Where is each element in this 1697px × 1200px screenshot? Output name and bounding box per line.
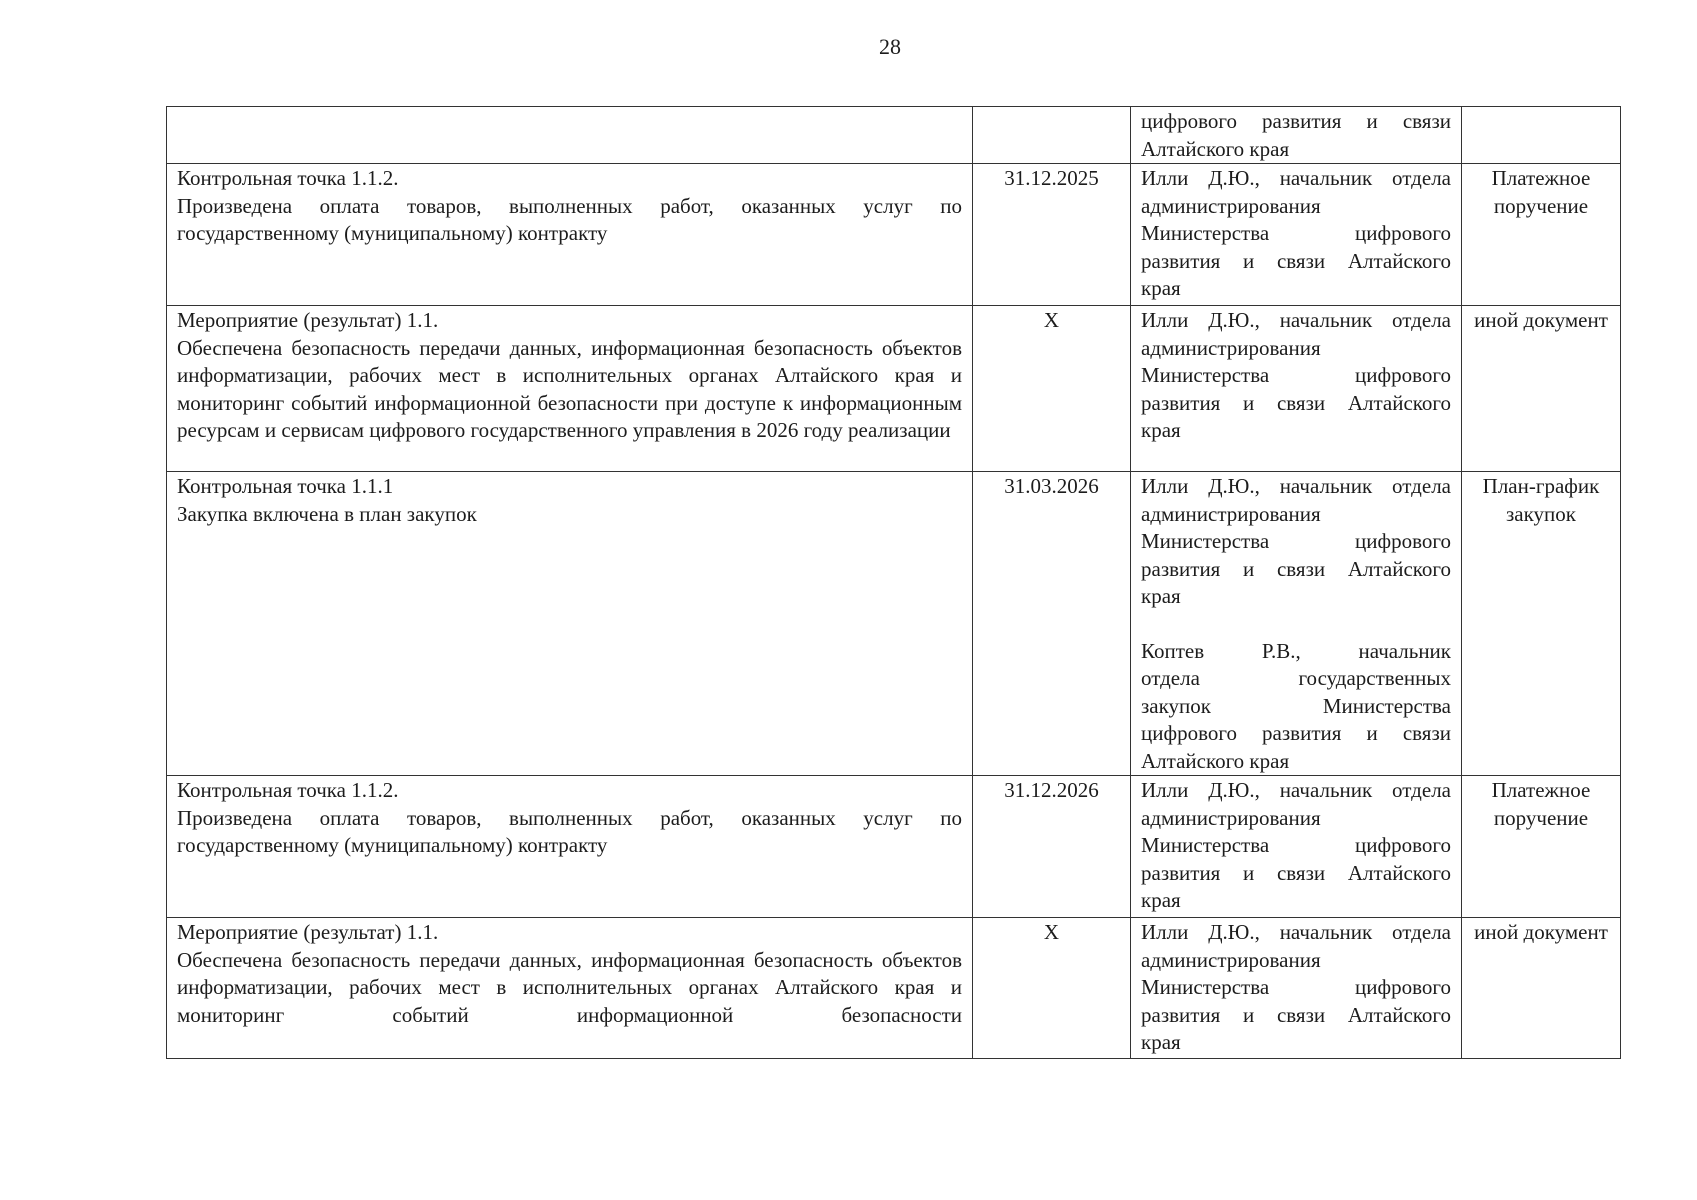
document-cell: План-график закупок (1462, 472, 1621, 776)
event-name: Мероприятие (результат) 1.1. (177, 308, 439, 332)
responsible-line: развития и связи Алтайского (1141, 860, 1451, 885)
responsible-line: края (1141, 584, 1181, 608)
responsible-line: администрирования (1141, 805, 1321, 830)
responsible-line: закупок Министерства (1141, 693, 1451, 718)
responsible-line: цифрового развития и связи (1141, 721, 1451, 745)
event-name: Мероприятие (результат) 1.1. (177, 920, 439, 944)
event-cell (167, 918, 973, 1059)
table-row (167, 918, 1621, 1059)
responsible-line: Алтайского края (1141, 136, 1290, 161)
document-cell: иной документ (1462, 918, 1621, 1059)
responsible-line: Илли Д.Ю., начальник отдела (1141, 308, 1451, 332)
responsible-line: администрирования (1141, 193, 1321, 218)
responsible-line: края (1141, 276, 1181, 300)
responsible-line: развития и связи Алтайского (1141, 248, 1451, 273)
responsible-line: развития и связи Алтайского (1141, 1002, 1451, 1027)
responsible-line: Министерства цифрового (1141, 221, 1451, 245)
document-cell: Платежное поручение (1462, 776, 1621, 918)
event-description: Обеспечена безопасность передачи данных, информационная безопасность объектов информатизации, рабочих мест в исполнительных органах Алтайского края и мониторинг событий информационной безопасности при доступе к информационным ресурсам и сервисам цифрового государственного управления в 2026 году реализации (177, 335, 962, 442)
event-name: Контрольная точка 1.1.2. (177, 166, 399, 190)
event-cell (167, 107, 973, 164)
date-cell: 31.12.2025 (973, 164, 1131, 306)
responsible-line: края (1141, 888, 1181, 912)
event-description: Произведена оплата товаров, выполненных работ, оказанных услуг по государственному (муниципальному) контракту (177, 805, 962, 857)
responsible-line: Министерства цифрового (1141, 529, 1451, 553)
responsible-cell (1131, 472, 1462, 776)
responsible-cell (1131, 306, 1462, 472)
event-description: Обеспечена безопасность передачи данных, информационная безопасность объектов информатизации, рабочих мест в исполнительных органах Алтайского края и мониторинг событий информационной безопасности (177, 947, 962, 1027)
date-cell: X (973, 306, 1131, 472)
responsible-line: Министерства цифрового (1141, 833, 1451, 857)
responsible-line: края (1141, 1030, 1181, 1054)
document-cell (1462, 107, 1621, 164)
table-row (167, 776, 1621, 918)
event-cell (167, 306, 973, 472)
event-description: Закупка включена в план закупок (177, 501, 477, 526)
event-cell (167, 472, 973, 776)
table-row (167, 164, 1621, 306)
responsible-cell (1131, 776, 1462, 918)
responsible-cell (1131, 164, 1462, 306)
responsible-line: администрирования (1141, 335, 1321, 360)
responsible-line: Коптев Р.В., начальник (1141, 638, 1451, 663)
event-name: Контрольная точка 1.1.1 (177, 474, 394, 498)
date-cell: 31.12.2026 (973, 776, 1131, 918)
responsible-line: администрирования (1141, 501, 1321, 526)
responsible-cell (1131, 918, 1462, 1059)
event-description: Произведена оплата товаров, выполненных работ, оказанных услуг по государственному (муниципальному) контракту (177, 193, 962, 245)
event-name: Контрольная точка 1.1.2. (177, 778, 399, 802)
responsible-line: Министерства цифрового (1141, 975, 1451, 999)
responsible-line: Илли Д.Ю., начальник отдела (1141, 778, 1451, 802)
responsible-line: развития и связи Алтайского (1141, 556, 1451, 581)
table-row (167, 107, 1621, 164)
responsible-cell (1131, 107, 1462, 164)
document-cell: Платежное поручение (1462, 164, 1621, 306)
responsible-line: Илли Д.Ю., начальник отдела (1141, 474, 1451, 498)
table-row (167, 306, 1621, 472)
event-cell (167, 776, 973, 918)
responsible-line: Илли Д.Ю., начальник отдела (1141, 166, 1451, 190)
plan-table (166, 106, 1621, 1059)
responsible-line: Алтайского края (1141, 748, 1290, 773)
event-cell (167, 164, 973, 306)
date-cell: X (973, 918, 1131, 1059)
responsible-line: Илли Д.Ю., начальник отдела (1141, 920, 1451, 944)
date-cell (973, 107, 1131, 164)
responsible-line: цифрового развития и связи (1141, 109, 1451, 133)
date-cell: 31.03.2026 (973, 472, 1131, 776)
responsible-line: края (1141, 418, 1181, 442)
page-number: 28 (879, 34, 901, 59)
document-cell: иной документ (1462, 306, 1621, 472)
responsible-line: Министерства цифрового (1141, 363, 1451, 387)
responsible-line: отдела государственных (1141, 666, 1451, 690)
responsible-line: администрирования (1141, 947, 1321, 972)
responsible-line: развития и связи Алтайского (1141, 390, 1451, 415)
table-row (167, 472, 1621, 776)
